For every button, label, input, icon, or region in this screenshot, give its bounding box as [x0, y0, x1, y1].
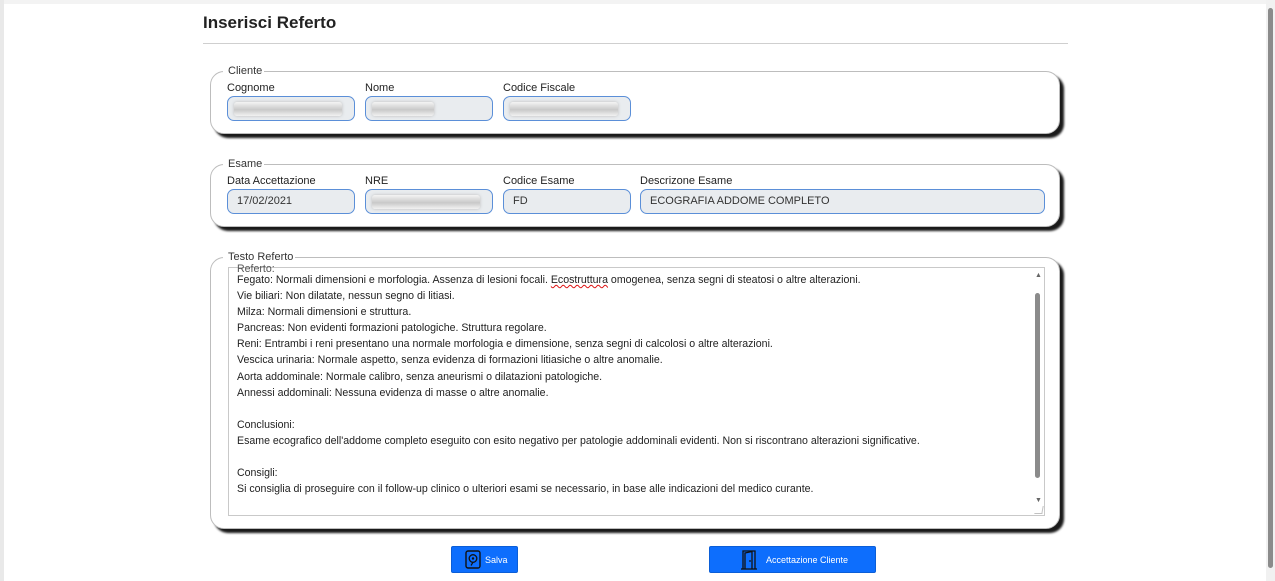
testo-referto-fieldset [210, 251, 1060, 529]
nome-field[interactable] [365, 96, 493, 121]
cliente-fieldset [210, 65, 1060, 134]
referto-line: Milza: Normali dimensioni e struttura. [237, 306, 412, 319]
esame-fieldset [210, 158, 1060, 227]
referto-line: Conclusioni: [237, 418, 295, 431]
page-scrollbar[interactable] [1266, 0, 1275, 581]
referto-line: Aorta addominale: Normale calibro, senza aneurismi o dilatazioni patologiche. [237, 370, 603, 383]
window-left-edge [0, 0, 4, 581]
referto-line: Reni: Entrambi i reni presentano una normale morfologia e dimensione, senza segni di calcolosi o altre alterazioni. [237, 338, 773, 351]
esame-legend: Esame [223, 157, 264, 171]
cognome-field[interactable] [227, 96, 355, 121]
codice-esame-field[interactable]: FD [503, 189, 631, 214]
referto-line [237, 401, 1027, 417]
referto-cut-line: Referto: [237, 263, 275, 275]
nre-label: NRE [365, 175, 389, 187]
save-button[interactable] [451, 546, 518, 573]
descrizione-esame-field[interactable]: ECOGRAFIA ADDOME COMPLETO [640, 189, 1045, 214]
referto-line: Annessi addominali: Nessuna evidenza di masse o altre anomalie. [237, 386, 549, 399]
title-divider [203, 43, 1068, 44]
window-top-edge [4, 0, 1266, 4]
codice-esame-label: Codice Esame [503, 175, 575, 187]
referto-line: Esame ecografico dell'addome completo eseguito con esito negativo per patologie addominali evidenti. Non si riscontrano alterazioni significative. [237, 434, 920, 447]
textarea-scrollbar[interactable] [1033, 269, 1043, 514]
referto-line: Consigli: [237, 467, 278, 480]
textarea-scrollbar-thumb[interactable] [1035, 293, 1040, 478]
referto-line: Vie biliari: Non dilatate, nessun segno di litiasi. [237, 290, 455, 303]
door-icon [741, 550, 757, 569]
referto-line: Pancreas: Non evidenti formazioni patologiche. Struttura regolare. [237, 322, 547, 335]
save-disk-icon [465, 550, 481, 569]
nome-label: Nome [365, 82, 395, 94]
redacted-value [510, 102, 618, 116]
referto-textarea[interactable] [228, 263, 1045, 516]
redacted-value [234, 102, 342, 116]
page-title: Inserisci Referto [203, 13, 337, 32]
cognome-label: Cognome [227, 82, 275, 94]
nre-field[interactable] [365, 189, 493, 214]
codice-fiscale-field[interactable] [503, 96, 631, 121]
redacted-value [372, 102, 434, 116]
referto-line: Fegato: Normali dimensioni e morfologia. Assenza di lesioni focali. Ecostruttura omogenea, senza segni di steatosi o altre alterazioni. [237, 274, 861, 286]
cliente-legend: Cliente [223, 64, 264, 78]
data-accettazione-label: Data Accettazione [227, 175, 316, 187]
scroll-up-arrow-icon[interactable]: ▲ [1035, 272, 1042, 279]
data-accettazione-field[interactable]: 17/02/2021 [227, 189, 355, 214]
accettazione-cliente-button[interactable] [709, 546, 876, 573]
save-button-label: Salva [485, 554, 508, 565]
codice-fiscale-label: Codice Fiscale [503, 82, 576, 94]
redacted-value [372, 195, 480, 209]
descrizione-esame-label: Descrizone Esame [640, 175, 733, 187]
resize-grip-icon[interactable] [1034, 506, 1043, 514]
referto-text[interactable] [237, 263, 1027, 497]
referto-line [237, 449, 1027, 465]
testo-referto-legend: Testo Referto [223, 250, 295, 264]
spellcheck-word[interactable]: Ecostruttura [550, 274, 608, 286]
accettazione-cliente-button-label: Accettazione Cliente [766, 554, 849, 565]
referto-line: Vescica urinaria: Normale aspetto, senza evidenza di formazioni litiasiche o altre anomalie. [237, 354, 663, 367]
referto-line: Si consiglia di proseguire con il follow-up clinico o ulteriori esami se necessario, in base alle indicazioni del medico curante. [237, 483, 814, 496]
page-scrollbar-thumb[interactable] [1268, 8, 1273, 568]
scroll-down-arrow-icon[interactable]: ▼ [1035, 497, 1042, 504]
